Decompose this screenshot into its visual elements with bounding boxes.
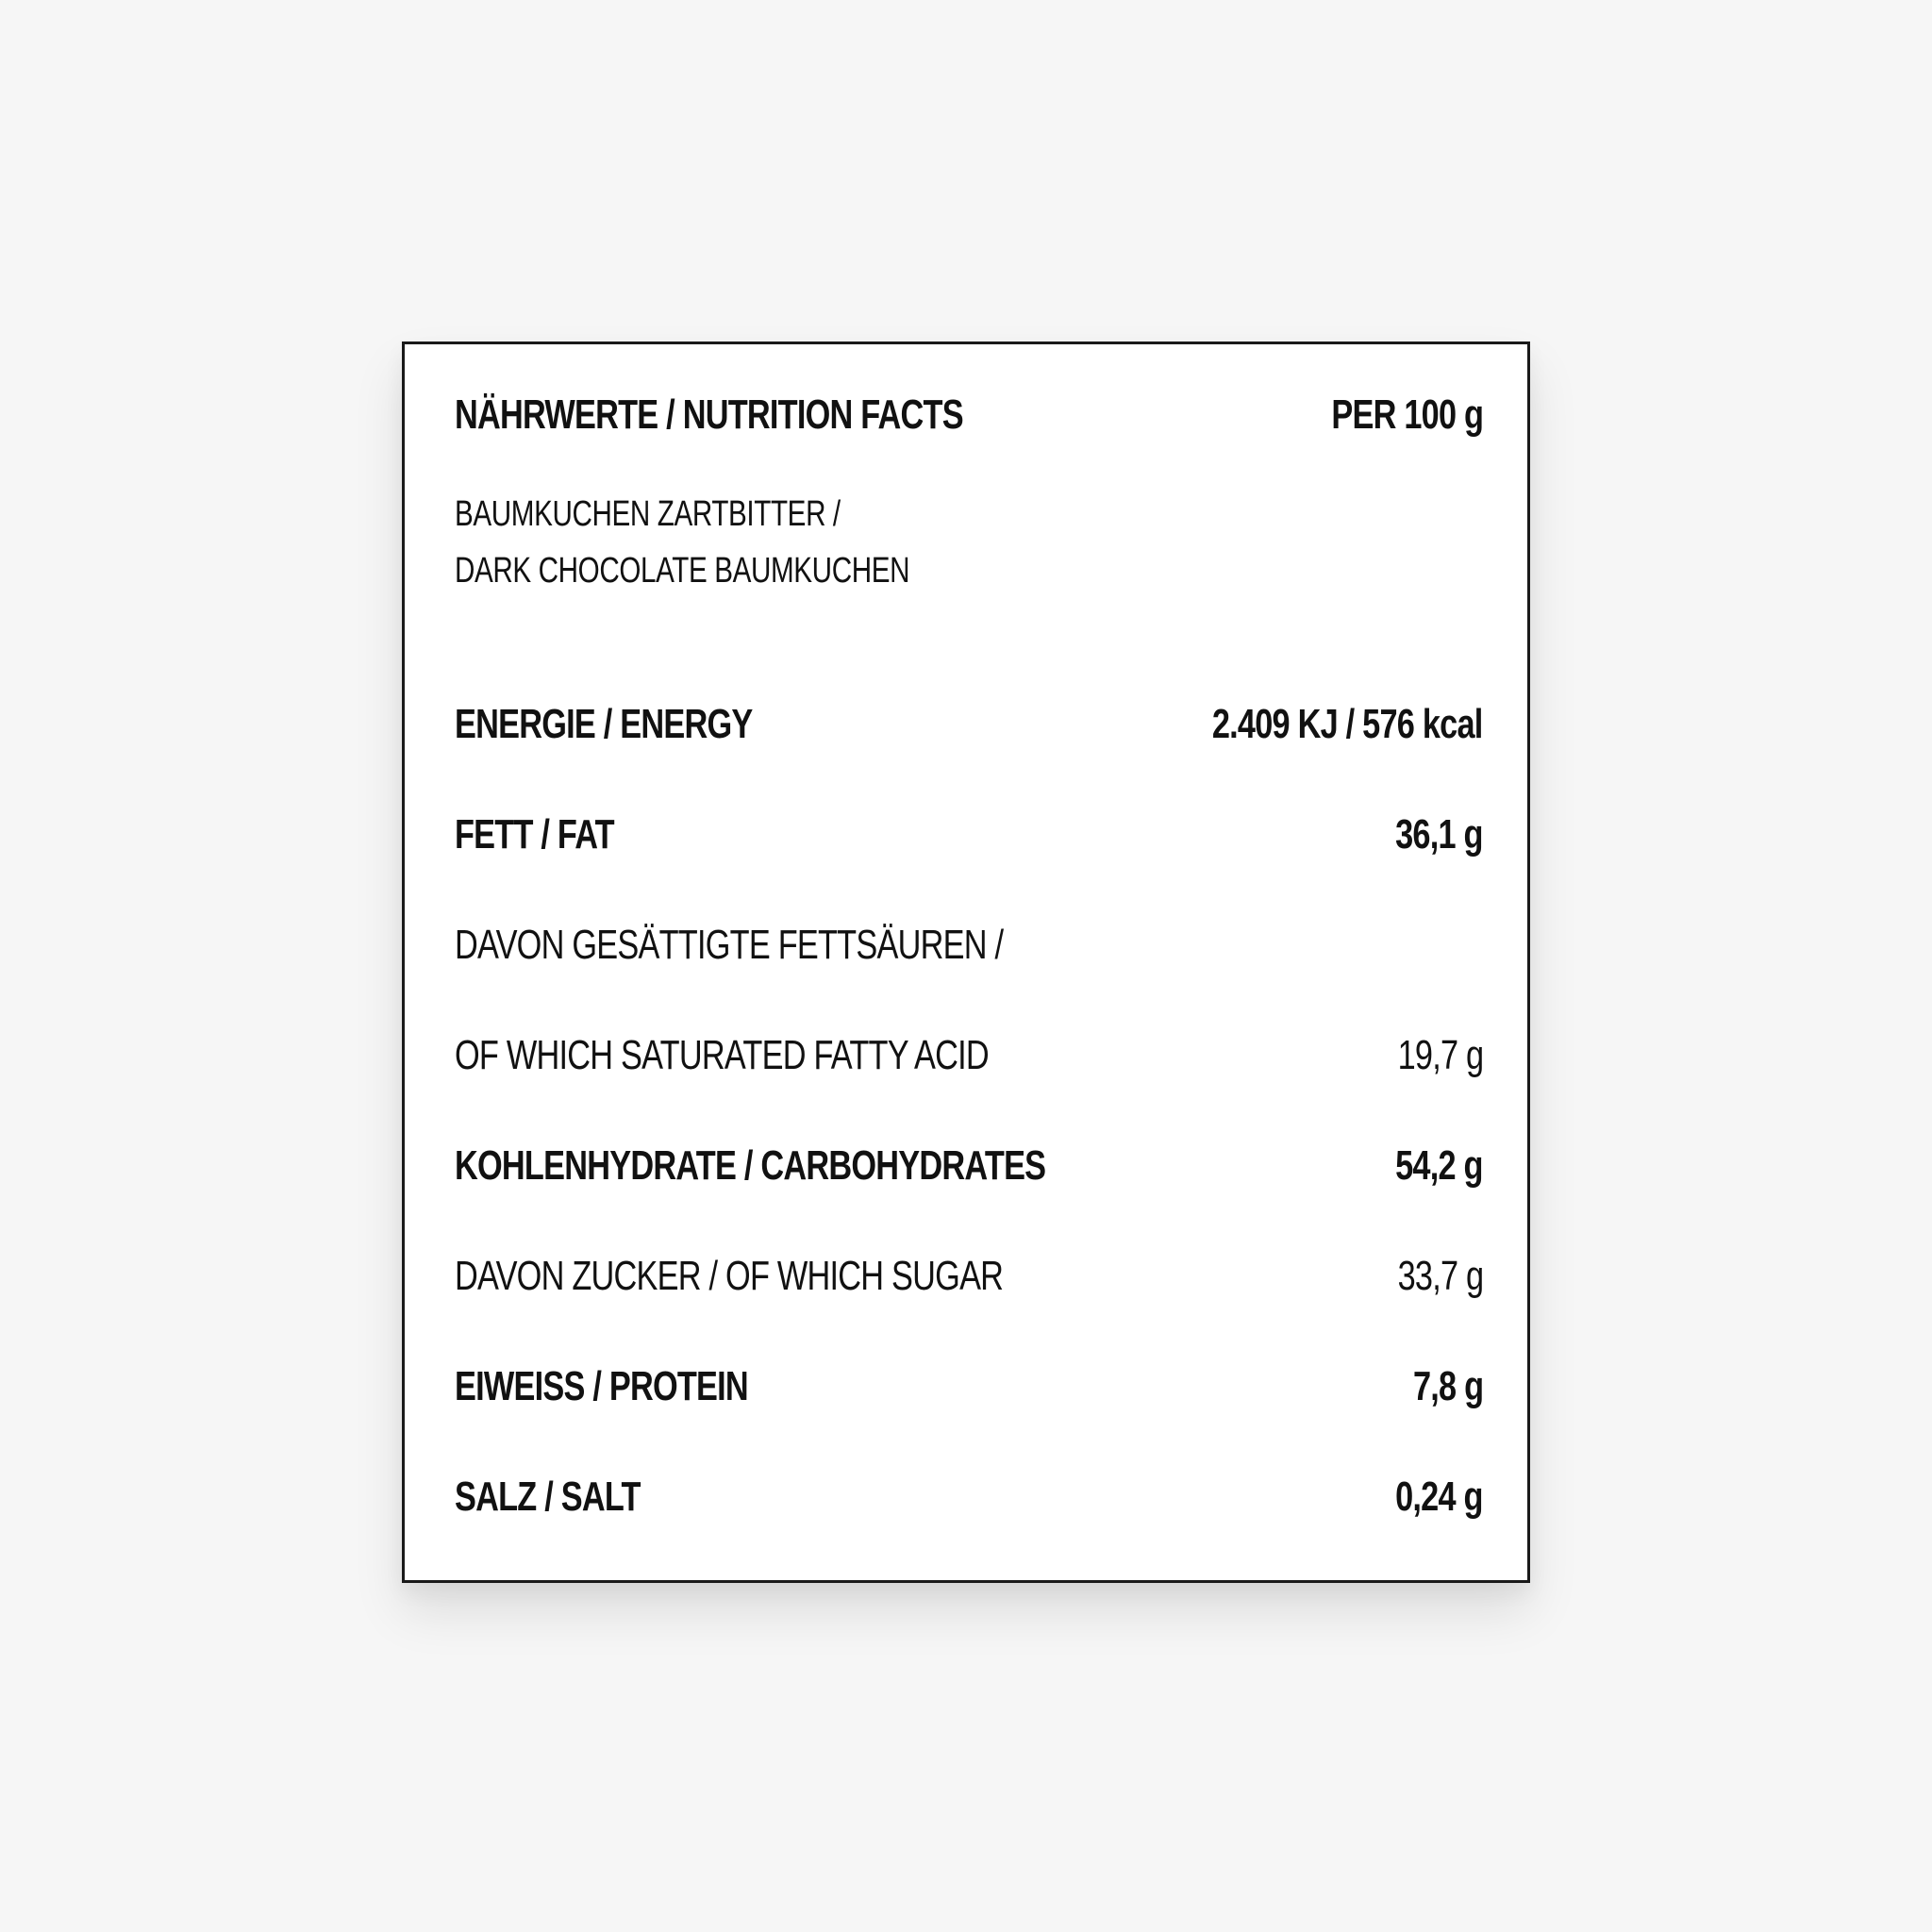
sugar-label: DAVON ZUCKER / OF WHICH SUGAR — [455, 1253, 1004, 1299]
nutrition-label — [402, 341, 1530, 1583]
salt-value: 0,24 g — [1395, 1474, 1483, 1520]
product-name-line-1: BAUMKUCHEN ZARTBITTER / — [455, 494, 841, 534]
row-protein — [455, 1363, 1483, 1410]
row-saturated-de — [455, 922, 1483, 969]
product-name-line-2: DARK CHOCOLATE BAUMKUCHEN — [455, 551, 910, 591]
salt-label: SALZ / SALT — [455, 1474, 641, 1520]
saturated-fat-label-de: DAVON GESÄTTIGTE FETTSÄUREN / — [455, 922, 1004, 968]
energy-value: 2.409 KJ / 576 kcal — [1212, 701, 1483, 747]
fat-value: 36,1 g — [1395, 811, 1483, 858]
nutrition-title: NÄHRWERTE / NUTRITION FACTS — [455, 391, 963, 438]
row-sugar — [455, 1253, 1483, 1300]
product-name — [455, 486, 1038, 599]
saturated-fat-label-en: OF WHICH SATURATED FATTY ACID — [455, 1032, 989, 1078]
row-saturated-en — [455, 1032, 1483, 1079]
row-salt — [455, 1474, 1483, 1521]
carbohydrates-value: 54,2 g — [1395, 1142, 1483, 1189]
saturated-fat-value: 19,7 g — [1397, 1032, 1483, 1078]
energy-label: ENERGIE / ENERGY — [455, 701, 753, 747]
protein-value: 7,8 g — [1412, 1363, 1483, 1409]
per-100g-label: PER 100 g — [1331, 391, 1483, 438]
row-energy — [455, 701, 1483, 748]
row-carbohydrates — [455, 1142, 1483, 1190]
sugar-value: 33,7 g — [1397, 1253, 1483, 1299]
carbohydrates-label: KOHLENHYDRATE / CARBOHYDRATES — [455, 1142, 1046, 1189]
protein-label: EIWEISS / PROTEIN — [455, 1363, 748, 1409]
fat-label: FETT / FAT — [455, 811, 614, 858]
nutrition-header-row — [455, 391, 1483, 439]
row-fat — [455, 811, 1483, 858]
